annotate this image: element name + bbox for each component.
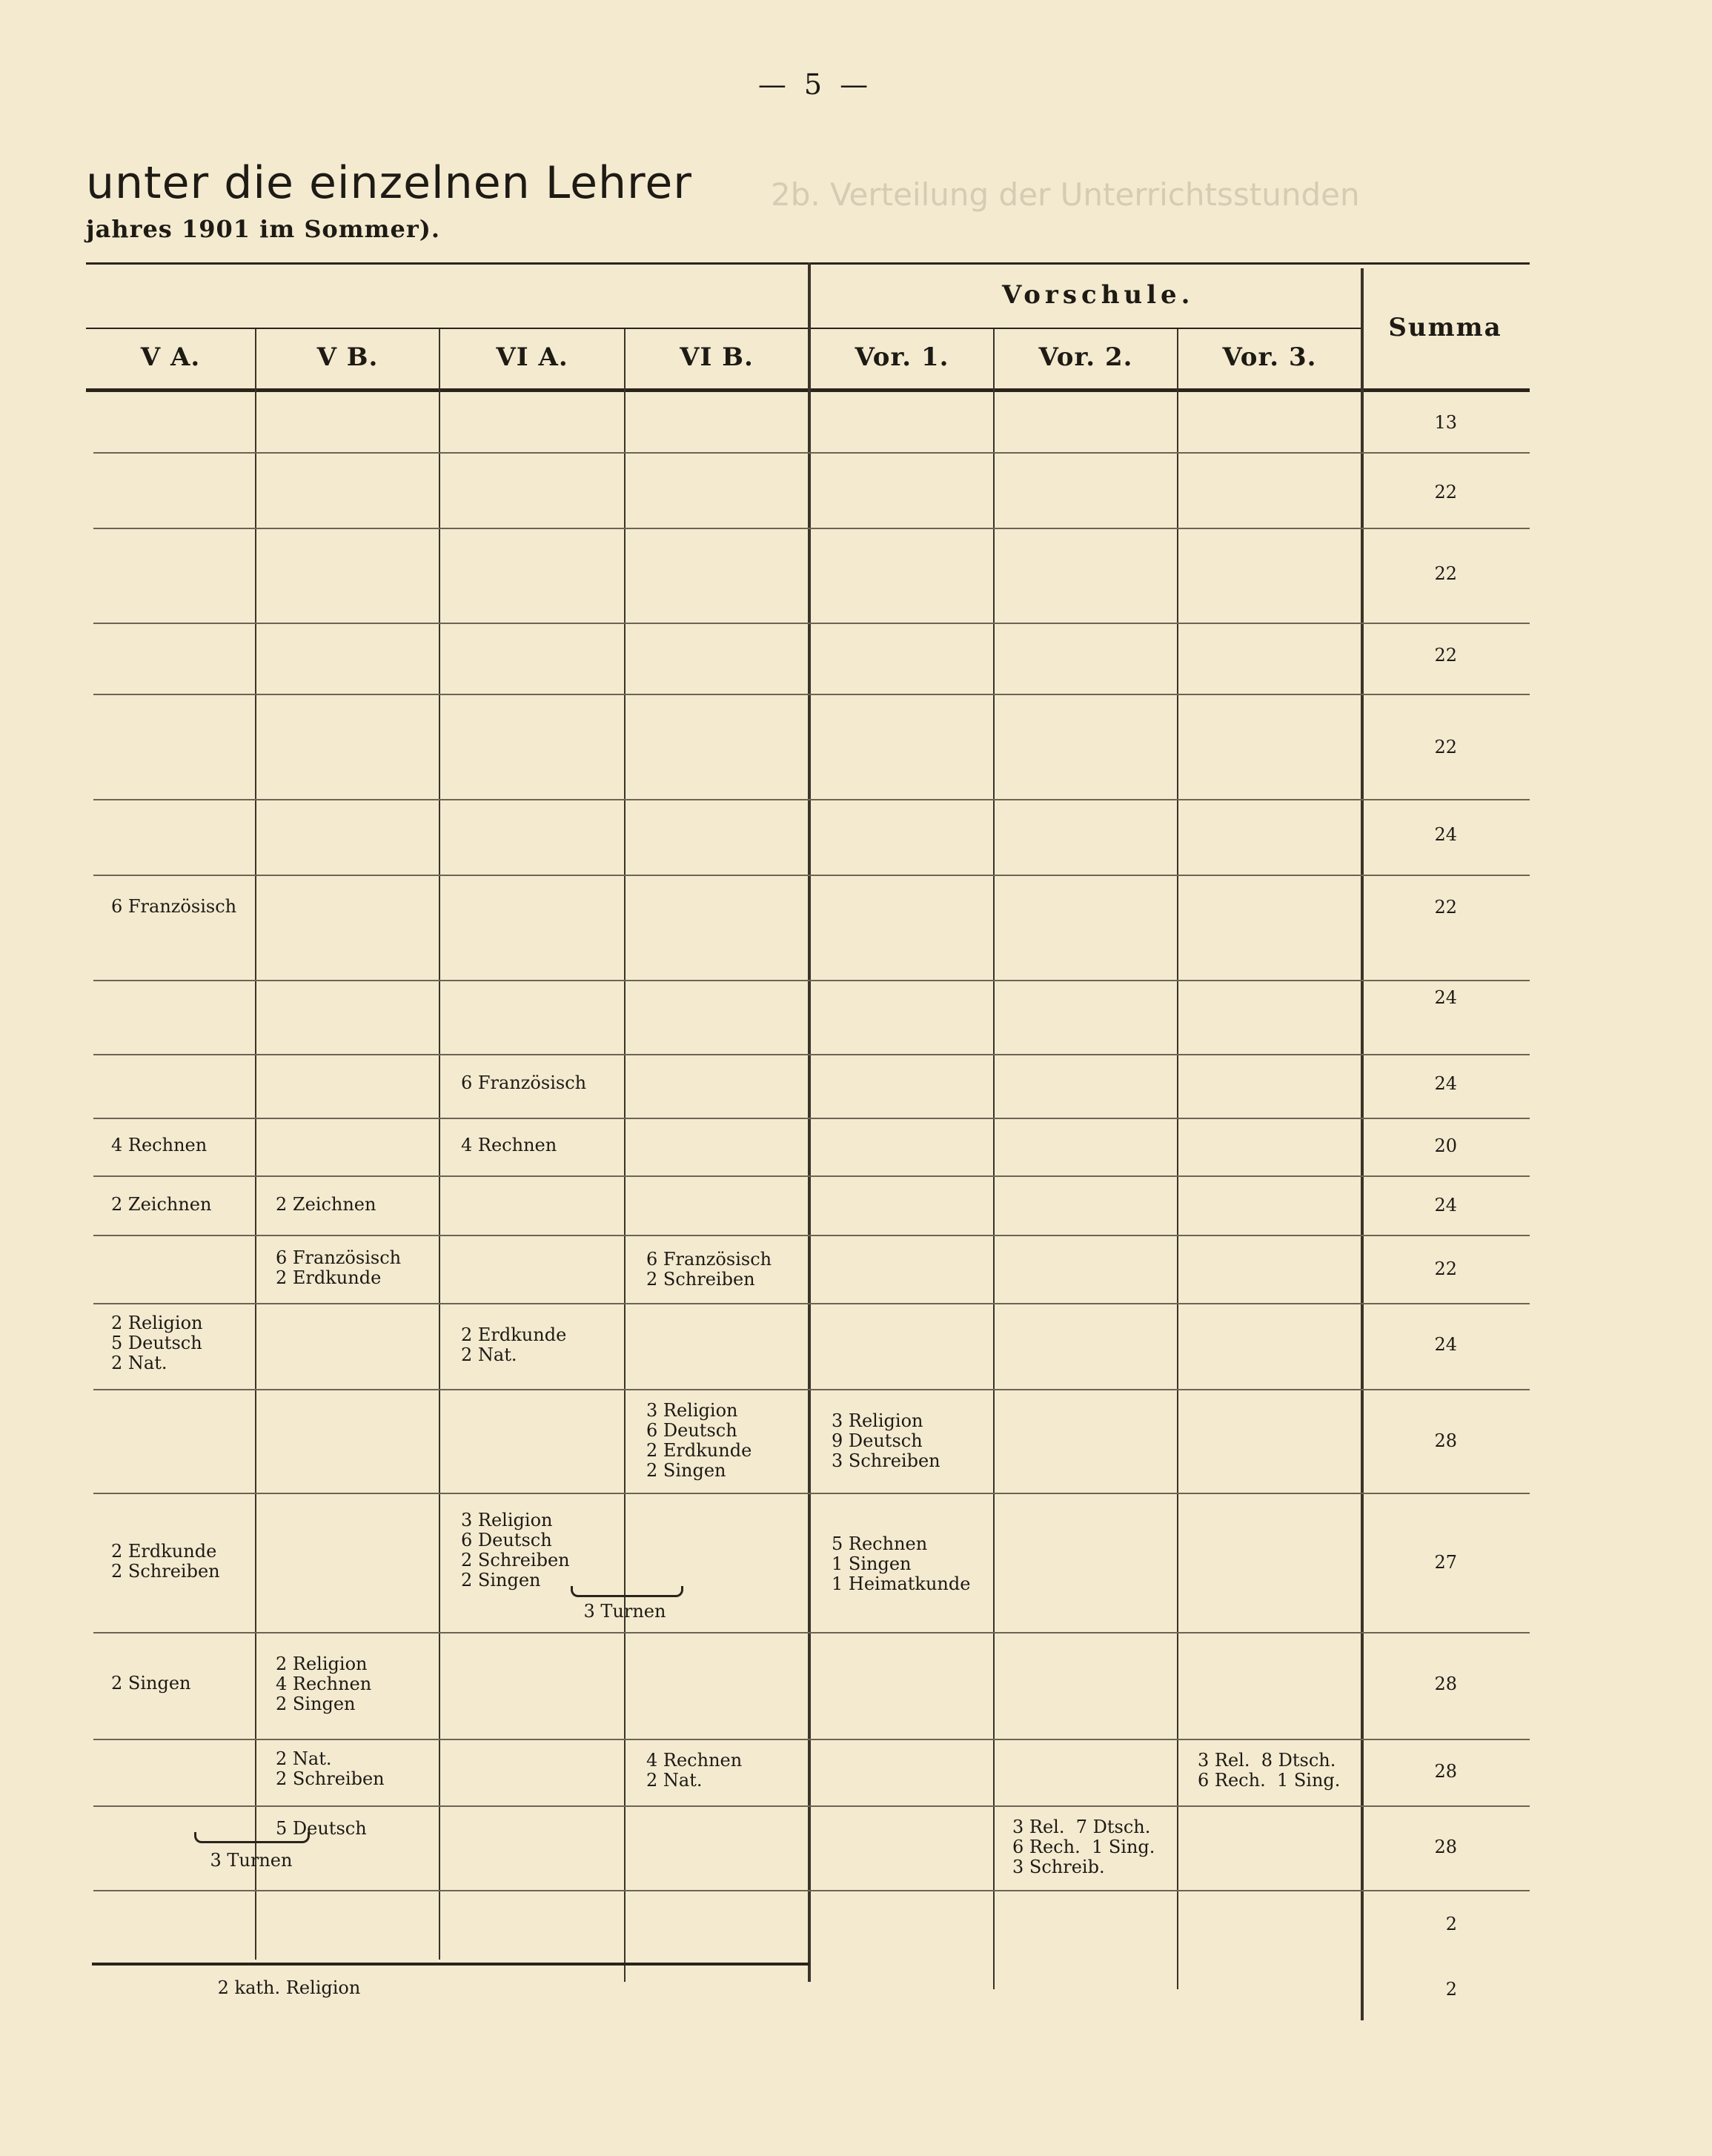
column-divider: [1177, 329, 1178, 1989]
row-separator: [93, 875, 1530, 876]
column-divider: [439, 329, 440, 1960]
row-separator: [93, 980, 1530, 981]
column-header-via: VI A.: [496, 342, 568, 372]
column-header-vb: V B.: [316, 342, 379, 372]
column-header-vor3: Vor. 3.: [1222, 342, 1317, 372]
column-header-vib: VI B.: [680, 342, 754, 372]
table-cell: 2 Erdkunde 2 Schreiben: [111, 1541, 220, 1582]
row-separator: [93, 799, 1530, 800]
summa-value: 28: [1434, 1761, 1457, 1782]
column-divider-summa: [1361, 268, 1364, 2020]
catholic-religion-span-rule: [92, 1963, 809, 1966]
table-cell: 3 Rel. 8 Dtsch. 6 Rech. 1 Sing.: [1198, 1750, 1341, 1791]
column-divider: [255, 329, 256, 1960]
table-cell: 4 Rechnen 2 Nat.: [646, 1750, 743, 1791]
table-cell: 3 Religion 6 Deutsch 2 Erdkunde 2 Singen: [646, 1400, 752, 1481]
table-cell: 2 Nat. 2 Schreiben: [276, 1748, 385, 1789]
summa-value: 13: [1434, 412, 1457, 433]
row-separator: [93, 1118, 1530, 1119]
table-cell: 2 Erdkunde 2 Nat.: [461, 1324, 567, 1365]
column-divider: [993, 329, 995, 1989]
span-label-turnen: 3 Turnen: [583, 1601, 666, 1622]
span-brace: [194, 1832, 310, 1843]
vorschule-split-rule: [86, 328, 1361, 329]
vorschule-section-label: Vorschule.: [1002, 280, 1195, 310]
summa-value: 27: [1434, 1552, 1457, 1573]
row-separator: [93, 1389, 1530, 1390]
page-subtitle: jahres 1901 im Sommer).: [86, 215, 440, 243]
summa-value: 28: [1434, 1837, 1457, 1857]
summa-value: 22: [1434, 563, 1457, 584]
row-separator: [93, 1054, 1530, 1055]
table-cell: 6 Französisch 2 Schreiben: [646, 1249, 772, 1290]
summa-value: 24: [1434, 824, 1457, 845]
summa-value: 28: [1434, 1674, 1457, 1694]
span-label-turnen: 3 Turnen: [210, 1850, 293, 1871]
summa-value: 24: [1434, 1334, 1457, 1355]
column-header-vor2: Vor. 2.: [1038, 342, 1133, 372]
table-cell: 3 Religion 9 Deutsch 3 Schreiben: [832, 1410, 940, 1471]
column-header-vor1: Vor. 1.: [855, 342, 949, 372]
summa-value: 22: [1434, 897, 1457, 918]
table-cell: 4 Rechnen: [461, 1135, 557, 1155]
summa-value: 20: [1434, 1135, 1457, 1156]
table-cell: 6 Französisch: [111, 896, 237, 917]
summa-value: 28: [1434, 1430, 1457, 1451]
row-separator: [93, 1303, 1530, 1304]
table-cell: 6 Französisch: [461, 1072, 587, 1093]
summa-value: 24: [1434, 1073, 1457, 1094]
summa-value: 24: [1434, 1195, 1457, 1215]
row-separator: [93, 623, 1530, 624]
summa-value: 2: [1445, 1914, 1457, 1934]
summa-value: 24: [1434, 987, 1457, 1008]
row-separator: [93, 1493, 1530, 1494]
row-separator: [93, 1739, 1530, 1740]
table-cell: 5 Rechnen 1 Singen 1 Heimatkunde: [832, 1533, 971, 1594]
table-cell: 3 Rel. 7 Dtsch. 6 Rech. 1 Sing. 3 Schreib.: [1012, 1817, 1155, 1877]
table-cell: 2 Zeichnen: [276, 1194, 376, 1215]
bleed-through-heading: 2b. Verteilung der Unterrichtsstunden: [771, 176, 1360, 213]
table-cell: 3 Religion 6 Deutsch 2 Schreiben 2 Singen: [461, 1510, 570, 1591]
row-separator: [93, 1805, 1530, 1807]
table-cell: 2 Religion 4 Rechnen 2 Singen: [276, 1654, 372, 1714]
table-cell: 2 Zeichnen: [111, 1194, 212, 1215]
page-title: unter die einzelnen Lehrer: [86, 157, 692, 209]
page-number: — 5 —: [757, 68, 873, 101]
summa-value: 22: [1434, 1258, 1457, 1279]
summa-value: 22: [1434, 645, 1457, 666]
summa-value: 22: [1434, 482, 1457, 502]
summa-value: 22: [1434, 737, 1457, 757]
table-cell: 4 Rechnen: [111, 1135, 208, 1155]
table-cell: 5 Deutsch: [276, 1818, 367, 1839]
row-separator: [93, 1175, 1530, 1177]
column-divider-vorschule: [808, 262, 811, 1982]
summa-value: 2: [1445, 1979, 1457, 2000]
row-separator: [93, 1235, 1530, 1236]
span-label-kath-religion: 2 kath. Religion: [217, 1977, 361, 1998]
table-cell: 2 Religion 5 Deutsch 2 Nat.: [111, 1313, 203, 1373]
span-brace: [571, 1586, 683, 1597]
row-separator: [93, 528, 1530, 529]
column-divider: [624, 329, 626, 1982]
summa-header: Summa: [1388, 313, 1502, 342]
row-separator: [93, 1632, 1530, 1633]
column-header-va: V A.: [140, 342, 201, 372]
row-separator: [93, 452, 1530, 454]
row-separator: [93, 1890, 1530, 1891]
row-separator: [93, 694, 1530, 695]
table-cell: 2 Singen: [111, 1673, 191, 1694]
table-cell: 6 Französisch 2 Erdkunde: [276, 1247, 402, 1288]
